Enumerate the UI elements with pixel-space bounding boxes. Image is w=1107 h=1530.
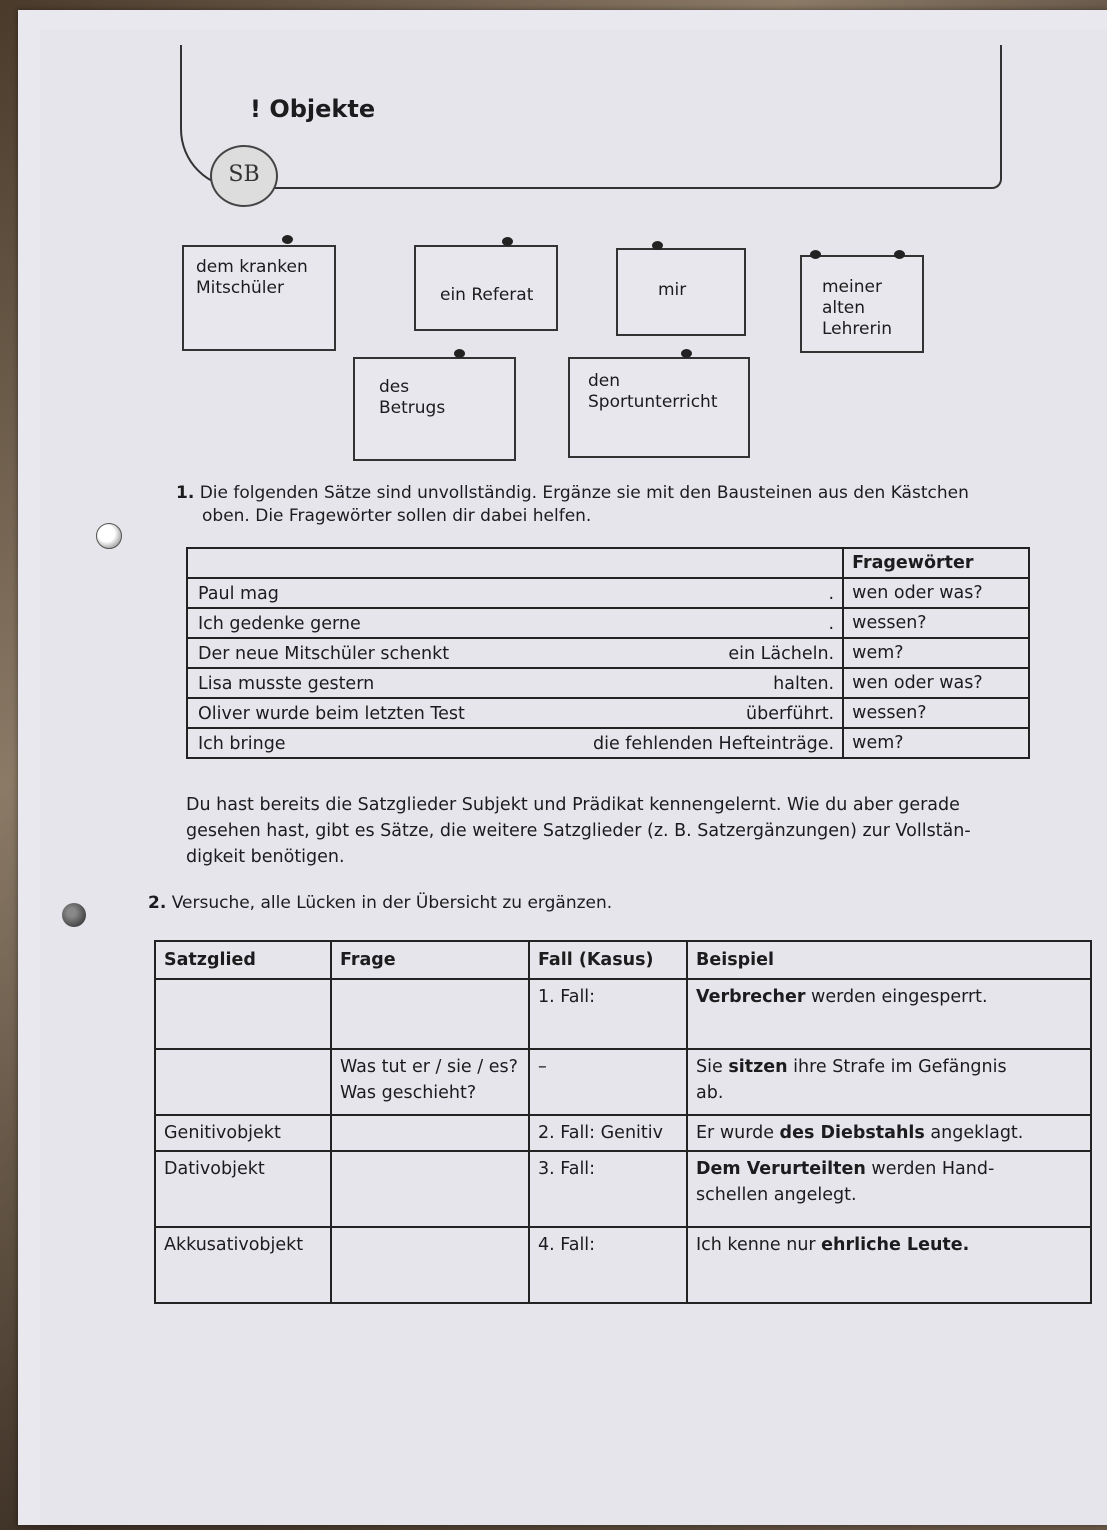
sentence-end: halten. xyxy=(773,674,835,694)
task-number: 2. xyxy=(148,893,167,913)
example-bold: des Diebstahls xyxy=(779,1123,925,1143)
difficulty-circle-icon xyxy=(96,523,122,549)
example-cell xyxy=(687,1227,1091,1303)
task-1 xyxy=(176,482,1056,528)
example-bold: ehrliche Leute. xyxy=(821,1235,970,1255)
sentence-start: Der neue Mitschüler schenkt xyxy=(198,644,450,664)
logo-seal: SB xyxy=(210,145,278,207)
explanation-paragraph xyxy=(186,792,1046,870)
question-cell: wem? xyxy=(843,638,1029,668)
question-cell: wen oder was? xyxy=(843,578,1029,608)
column-header: Fall (Kasus) xyxy=(529,941,687,979)
sentence-cell[interactable] xyxy=(187,698,843,728)
example-text: schellen angelegt. xyxy=(696,1185,857,1205)
sentence-end: . xyxy=(828,614,835,634)
note-text: meiner alten Lehrerin xyxy=(822,277,892,339)
example-bold: sitzen xyxy=(728,1057,788,1077)
empty-cell[interactable] xyxy=(155,979,331,1049)
table-row xyxy=(187,608,1029,638)
sentence-start: Oliver wurde beim letzten Test xyxy=(198,704,465,724)
pin-icon xyxy=(282,235,293,244)
note-text: mir xyxy=(658,280,687,300)
satzglied-cell: Genitivobjekt xyxy=(155,1115,331,1151)
example-text: Ich kenne nur xyxy=(696,1235,822,1255)
task-number: 1. xyxy=(176,483,195,503)
sentence-end: ein Lächeln. xyxy=(728,644,835,664)
pin-icon xyxy=(454,349,465,358)
task-2 xyxy=(148,892,1028,915)
frage-text: Was tut er / sie / es? xyxy=(340,1057,518,1077)
example-bold: Dem Verurteilten xyxy=(696,1159,866,1179)
table-row xyxy=(155,1115,1091,1151)
column-header: Beispiel xyxy=(687,941,1091,979)
question-cell: wessen? xyxy=(843,608,1029,638)
table-header: Fragewörter xyxy=(843,548,1029,578)
pin-icon xyxy=(652,241,663,250)
satzglied-cell: Akkusativobjekt xyxy=(155,1227,331,1303)
table-row xyxy=(187,548,1029,578)
example-text: angeklagt. xyxy=(924,1123,1024,1143)
column-header: Frage xyxy=(331,941,529,979)
example-text: ab. xyxy=(696,1083,724,1103)
sentence-start: Ich gedenke gerne xyxy=(198,614,361,634)
page-title-text: Objekte xyxy=(269,95,376,123)
pin-icon xyxy=(810,250,821,259)
sentence-cell[interactable] xyxy=(187,638,843,668)
satzglied-cell: Dativobjekt xyxy=(155,1151,331,1227)
fall-cell: 3. Fall: xyxy=(529,1151,687,1227)
example-text: ihre Strafe im Gefängnis xyxy=(787,1057,1007,1077)
empty-cell[interactable] xyxy=(331,1151,529,1227)
table-row xyxy=(187,728,1029,758)
note-text: des Betrugs xyxy=(379,377,446,418)
table-row xyxy=(155,1151,1091,1227)
question-cell: wen oder was? xyxy=(843,668,1029,698)
task-line: Die folgenden Sätze sind unvollständig. Ergänze sie mit den Bausteinen aus den Kästchen xyxy=(199,483,969,503)
sentence-cell[interactable] xyxy=(187,728,843,758)
column-header: Satzglied xyxy=(155,941,331,979)
example-cell xyxy=(687,1151,1091,1227)
fall-cell: 4. Fall: xyxy=(529,1227,687,1303)
task-line: Versuche, alle Lücken in der Übersicht zu ergänzen. xyxy=(171,893,613,913)
example-text: Sie xyxy=(696,1057,729,1077)
exclamation-icon: ! xyxy=(250,95,261,123)
paragraph-line: Du hast bereits die Satzglieder Subjekt und Prädikat kennengelernt. Wie du aber gerade xyxy=(186,795,960,815)
question-cell: wem? xyxy=(843,728,1029,758)
note-text: den Sportunterricht xyxy=(588,371,718,412)
example-cell xyxy=(687,1115,1091,1151)
note-card xyxy=(616,248,746,336)
note-card xyxy=(800,255,924,353)
table-row xyxy=(187,698,1029,728)
pin-icon xyxy=(681,349,692,358)
example-text: Er wurde xyxy=(696,1123,780,1143)
example-text: werden eingesperrt. xyxy=(805,987,988,1007)
table-row xyxy=(155,1049,1091,1115)
example-text: werden Hand- xyxy=(865,1159,995,1179)
frage-cell xyxy=(331,1049,529,1115)
frage-text: Was geschieht? xyxy=(340,1083,477,1103)
sentence-end: überführt. xyxy=(746,704,835,724)
example-bold: Verbrecher xyxy=(696,987,806,1007)
empty-cell[interactable] xyxy=(331,979,529,1049)
fill-in-table xyxy=(186,547,1030,759)
example-cell xyxy=(687,979,1091,1049)
table-row xyxy=(187,668,1029,698)
overview-table xyxy=(154,940,1092,1304)
note-text: dem kranken Mitschüler xyxy=(196,257,308,298)
table-row xyxy=(155,979,1091,1049)
table-row xyxy=(187,578,1029,608)
note-card xyxy=(568,357,750,458)
fall-cell: 1. Fall: xyxy=(529,979,687,1049)
difficulty-circle-icon xyxy=(62,903,86,927)
note-card xyxy=(353,357,516,461)
table-row xyxy=(187,638,1029,668)
page-title xyxy=(250,95,375,123)
note-card xyxy=(182,245,336,351)
table-header-row xyxy=(155,941,1091,979)
task-line: oben. Die Fragewörter sollen dir dabei helfen. xyxy=(202,506,592,526)
sentence-end: . xyxy=(828,584,835,604)
pin-icon xyxy=(894,250,905,259)
table-cell xyxy=(187,548,843,578)
example-cell xyxy=(687,1049,1091,1115)
sentence-cell[interactable] xyxy=(187,608,843,638)
paragraph-line: gesehen hast, gibt es Sätze, die weitere Satzglieder (z. B. Satzergänzungen) zur Vollstän- xyxy=(186,821,971,841)
sentence-start: Ich bringe xyxy=(198,734,286,754)
note-text: ein Referat xyxy=(440,285,534,305)
fall-cell: – xyxy=(529,1049,687,1115)
empty-cell[interactable] xyxy=(331,1227,529,1303)
empty-cell[interactable] xyxy=(331,1115,529,1151)
fall-cell: 2. Fall: Genitiv xyxy=(529,1115,687,1151)
sentence-start: Paul mag xyxy=(198,584,279,604)
sentence-end: die fehlenden Hefteinträge. xyxy=(592,734,835,754)
paragraph-line: digkeit benötigen. xyxy=(186,847,345,867)
table-row xyxy=(155,1227,1091,1303)
pin-icon xyxy=(502,237,513,246)
question-cell: wessen? xyxy=(843,698,1029,728)
sentence-cell[interactable] xyxy=(187,578,843,608)
sentence-start: Lisa musste gestern xyxy=(198,674,375,694)
sentence-cell[interactable] xyxy=(187,668,843,698)
note-card xyxy=(414,245,558,331)
empty-cell[interactable] xyxy=(155,1049,331,1115)
